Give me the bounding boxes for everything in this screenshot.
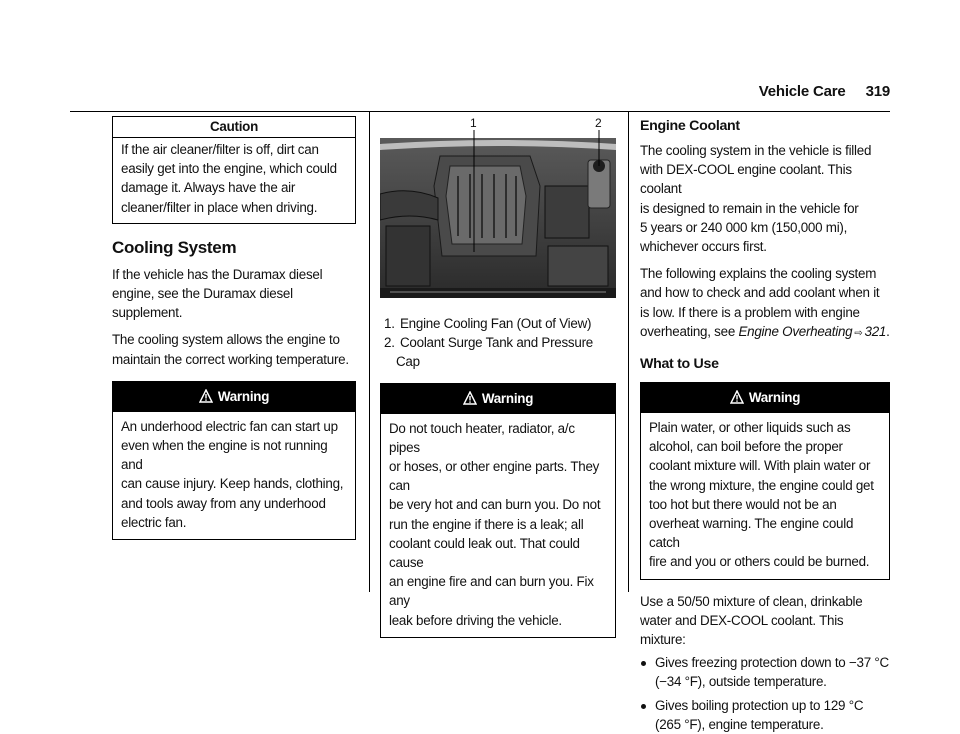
warning-line: An underhood electric fan can start up xyxy=(121,418,338,434)
column-divider xyxy=(628,112,629,592)
paragraph xyxy=(640,141,890,256)
caution-body xyxy=(113,138,355,223)
warning-box xyxy=(640,382,890,580)
column-2 xyxy=(380,116,616,638)
warning-title: Warning xyxy=(481,390,534,406)
warning-box xyxy=(380,383,616,638)
warning-header xyxy=(381,384,615,414)
bullet-list xyxy=(640,653,890,734)
warning-body xyxy=(113,412,355,539)
engine-compartment-image xyxy=(380,116,616,298)
caution-line: cleaner/filter in place when driving. xyxy=(121,199,318,215)
paragraph xyxy=(640,264,890,343)
warning-line: an engine fire and can burn you. Fix any xyxy=(389,574,594,609)
text-line: The cooling system allows the engine to xyxy=(112,332,340,348)
text-line: is designed to remain in the vehicle for xyxy=(640,200,859,216)
text-line: maintain the correct working temperature. xyxy=(112,351,349,367)
warning-line: coolant could leak out. That could cause xyxy=(389,535,580,571)
text-line: engine, see the Duramax diesel supplement. xyxy=(112,286,293,321)
text-line: water and DEX-COOL coolant. This mixture: xyxy=(640,612,844,648)
section-heading-engine-coolant: Engine Coolant xyxy=(640,118,740,134)
text-line: The following explains the cooling system xyxy=(640,266,877,282)
text-span: . xyxy=(886,323,890,339)
warning-triangle-icon xyxy=(199,389,213,403)
warning-box xyxy=(112,381,356,540)
callout-number-1: 1 xyxy=(470,116,477,130)
column-1 xyxy=(112,116,356,540)
section-title: Vehicle Care xyxy=(758,83,846,100)
warning-triangle-icon xyxy=(463,391,477,405)
text-line: whichever occurs first. xyxy=(640,239,767,255)
text-line: (−34 °F), outside temperature. xyxy=(655,674,827,690)
warning-line: the wrong mixture, the engine could get xyxy=(649,477,874,493)
legend-text: Coolant Surge Tank and Pressure Cap xyxy=(396,335,593,370)
text-line: If the vehicle has the Duramax diesel xyxy=(112,266,323,282)
page-reference-icon: ⇨ xyxy=(854,327,863,339)
section-heading-what-to-use: What to Use xyxy=(640,356,719,373)
bullet-dot xyxy=(641,661,646,666)
text-line: 5 years or 240 000 km (150,000 mi), xyxy=(640,219,848,235)
engine-compartment-figure xyxy=(380,116,616,298)
text-line xyxy=(640,322,890,343)
warning-line: overheat warning. The engine could catch xyxy=(649,516,854,551)
callout-number-2: 2 xyxy=(595,116,602,130)
warning-triangle-icon xyxy=(730,390,744,404)
warning-line: run the engine if there is a leak; all xyxy=(389,516,584,532)
warning-line: even when the engine is not running and xyxy=(121,438,328,473)
legend-item xyxy=(384,333,616,371)
caution-line: easily get into the engine, which could xyxy=(121,161,337,177)
figure-legend xyxy=(380,314,616,372)
text-line: The cooling system in the vehicle is filled xyxy=(640,143,872,158)
section-heading-cooling-system: Cooling System xyxy=(112,237,237,257)
warning-line: fire and you or others could be burned. xyxy=(649,554,870,570)
warning-line: leak before driving the vehicle. xyxy=(389,612,562,628)
text-line: Use a 50/50 mixture of clean, drinkable xyxy=(640,593,863,609)
warning-line: can cause injury. Keep hands, clothing, xyxy=(121,476,344,492)
paragraph xyxy=(112,330,356,368)
bullet-item xyxy=(640,696,890,734)
warning-line: and tools away from any underhood xyxy=(121,495,326,511)
legend-item xyxy=(384,314,616,333)
text-line: and how to check and add coolant when it xyxy=(640,285,880,301)
text-line: Gives freezing protection down to −37 °C xyxy=(655,655,889,671)
column-divider xyxy=(369,112,370,592)
text-line: Gives boiling protection up to 129 °C xyxy=(655,697,864,713)
column-3 xyxy=(640,116,890,734)
warning-title: Warning xyxy=(748,390,801,406)
text-line: is low. If there is a problem with engine xyxy=(640,304,860,320)
paragraph xyxy=(640,592,890,650)
warning-line: electric fan. xyxy=(121,514,187,530)
bullet-dot xyxy=(641,704,646,709)
caution-title: Caution xyxy=(113,117,355,138)
bullet-item xyxy=(640,653,890,691)
warning-body xyxy=(381,414,615,637)
warning-line: or hoses, or other engine parts. They can xyxy=(389,459,600,494)
warning-header xyxy=(641,383,889,413)
caution-line: If the air cleaner/filter is off, dirt can xyxy=(121,142,319,157)
cross-reference-link[interactable]: Engine Overheating xyxy=(738,323,853,339)
warning-line: coolant mixture will. With plain water or xyxy=(649,458,871,474)
warning-line: Do not touch heater, radiator, a/c pipes xyxy=(389,420,575,455)
text-line: (265 °F), engine temperature. xyxy=(655,716,824,732)
text-line: with DEX-COOL engine coolant. This coolant xyxy=(640,162,852,197)
warning-title: Warning xyxy=(217,388,270,404)
legend-text: Engine Cooling Fan (Out of View) xyxy=(400,316,592,331)
running-head xyxy=(759,83,890,100)
warning-line: Plain water, or other liquids such as xyxy=(649,420,851,436)
warning-line: be very hot and can burn you. Do not xyxy=(389,497,601,513)
legend-number: 1. xyxy=(384,316,395,331)
warning-header xyxy=(113,382,355,412)
warning-line: alcohol, can boil before the proper xyxy=(649,439,843,455)
cross-reference-page[interactable]: 321 xyxy=(864,323,887,339)
caution-box xyxy=(112,116,356,224)
warning-line: too hot but there would not be an xyxy=(649,496,837,512)
legend-number: 2. xyxy=(384,335,395,351)
text-span: overheating, see xyxy=(640,323,739,339)
page-number: 319 xyxy=(865,83,890,100)
header-rule xyxy=(70,111,890,112)
warning-body xyxy=(641,413,889,579)
paragraph xyxy=(112,265,356,323)
caution-line: damage it. Always have the air xyxy=(121,180,296,196)
